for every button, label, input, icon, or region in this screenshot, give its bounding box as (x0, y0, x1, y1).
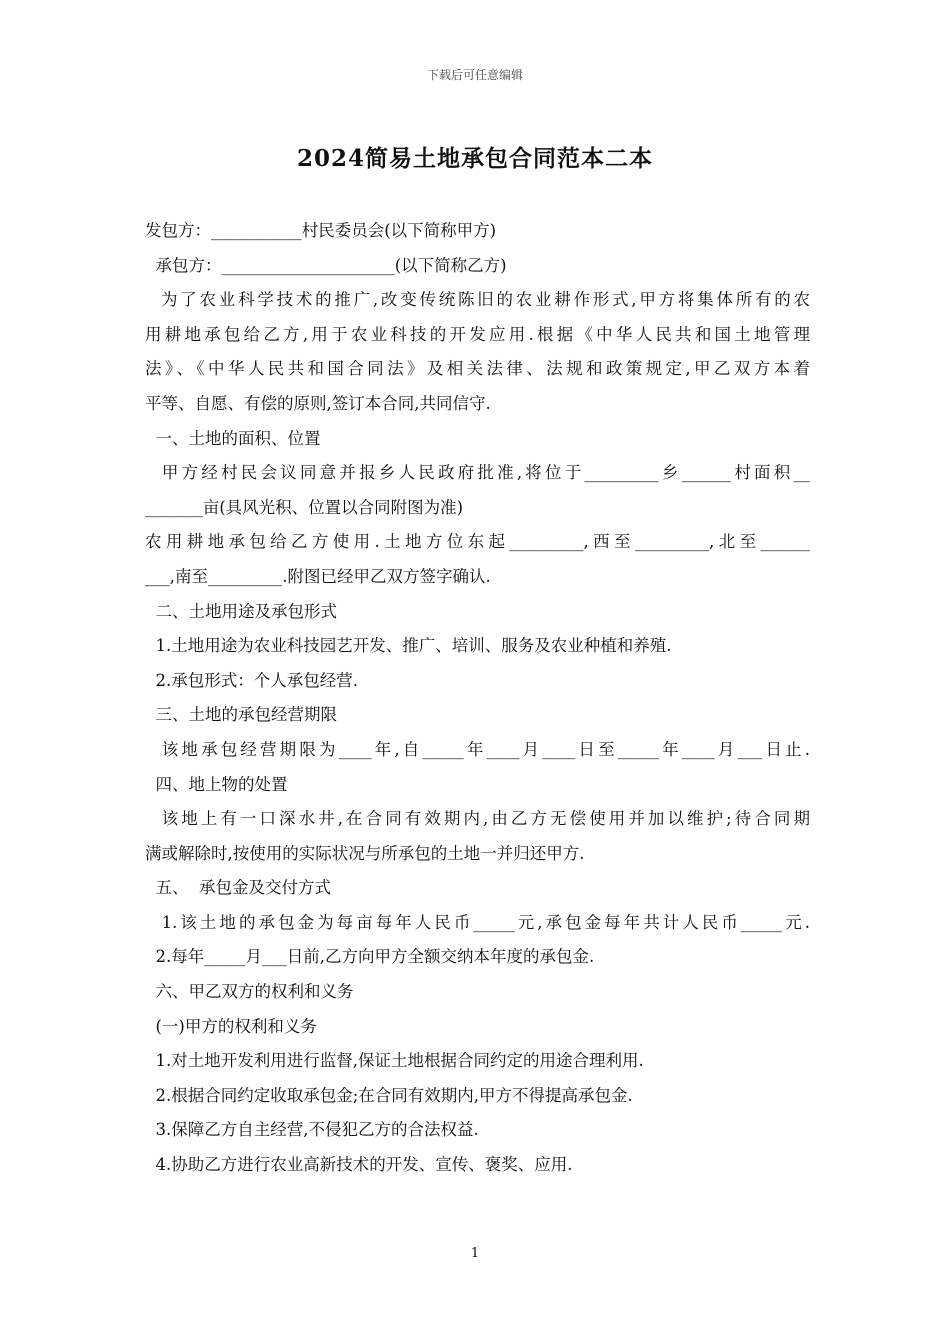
text-line: 2.根据合同约定收取承包金;在合同有效期内,甲方不得提高承包金. (145, 1085, 633, 1105)
text-line: 1.该土地的承包金为每亩每年人民币_____元,承包金每年共计人民币_____元. (145, 912, 810, 932)
text-line: 该地承包经营期限为____年,自_____年____月____日至_____年____月___日止. (145, 739, 810, 759)
text-line: 农用耕地承包给乙方使用.土地方位东起_________,西至_________,北至______ (145, 532, 810, 552)
text-line: 为了农业科学技术的推广,改变传统陈旧的农业耕作形式,甲方将集体所有的农 (145, 290, 810, 310)
text-line: 法》、《中华人民共和国合同法》及相关法律、法规和政策规定,甲乙双方本着 (145, 359, 810, 379)
header-note: 下载后可任意编辑 (426, 68, 523, 82)
text-line: 4.协助乙方进行农业高新技术的开发、宣传、褒奖、应用. (145, 1155, 573, 1175)
text-line: 2.每年_____月___日前,乙方向甲方全额交纳本年度的承包金. (145, 947, 595, 967)
text-line: 甲方经村民会议同意并报乡人民政府批准,将位于_________乡______村面积__ (145, 463, 810, 483)
text-line: 五、 承包金及交付方式 (145, 878, 331, 898)
text-line: 1.对土地开发利用进行监督,保证土地根据合同约定的用途合理利用. (145, 1051, 644, 1071)
text-line: 二、土地用途及承包形式 (145, 601, 337, 621)
document-title: 2024简易土地承包合同范本二本 (296, 145, 653, 172)
text-line: 用耕地承包给乙方,用于农业科技的开发应用.根据《中华人民共和国土地管理 (145, 324, 810, 344)
text-line: 一、土地的面积、位置 (145, 428, 321, 448)
page-number: 1 (470, 1246, 480, 1261)
text-line: (一)甲方的权利和义务 (145, 1016, 317, 1036)
text-line: 三、土地的承包经营期限 (145, 705, 337, 725)
text-line: _______亩(具风光积、位置以合同附图为准) (145, 497, 464, 517)
text-line: 六、甲乙双方的权利和义务 (145, 982, 354, 1002)
text-line: 该地上有一口深水井,在合同有效期内,由乙方无偿使用并加以维护;待合同期 (145, 809, 810, 829)
document-body (145, 214, 810, 1183)
text-line: 平等、自愿、有偿的原则,签订本合同,共同信守. (145, 393, 491, 413)
text-line: ___,南至_________.附图已经甲乙双方签字确认. (145, 566, 491, 586)
text-line: 承包方：_____________________(以下简称乙方) (145, 255, 507, 275)
text-line: 发包方：___________村民委员会(以下简称甲方) (145, 221, 497, 240)
text-line: 3.保障乙方自主经营,不侵犯乙方的合法权益. (145, 1120, 479, 1140)
text-line: 满或解除时,按使用的实际状况与所承包的土地一并归还甲方. (145, 843, 585, 863)
text-line: 2.承包形式：个人承包经营. (145, 670, 358, 690)
text-line: 四、地上物的处置 (145, 774, 288, 794)
text-line: 1.土地用途为农业科技园艺开发、推广、培训、服务及农业种植和养殖. (145, 636, 672, 656)
